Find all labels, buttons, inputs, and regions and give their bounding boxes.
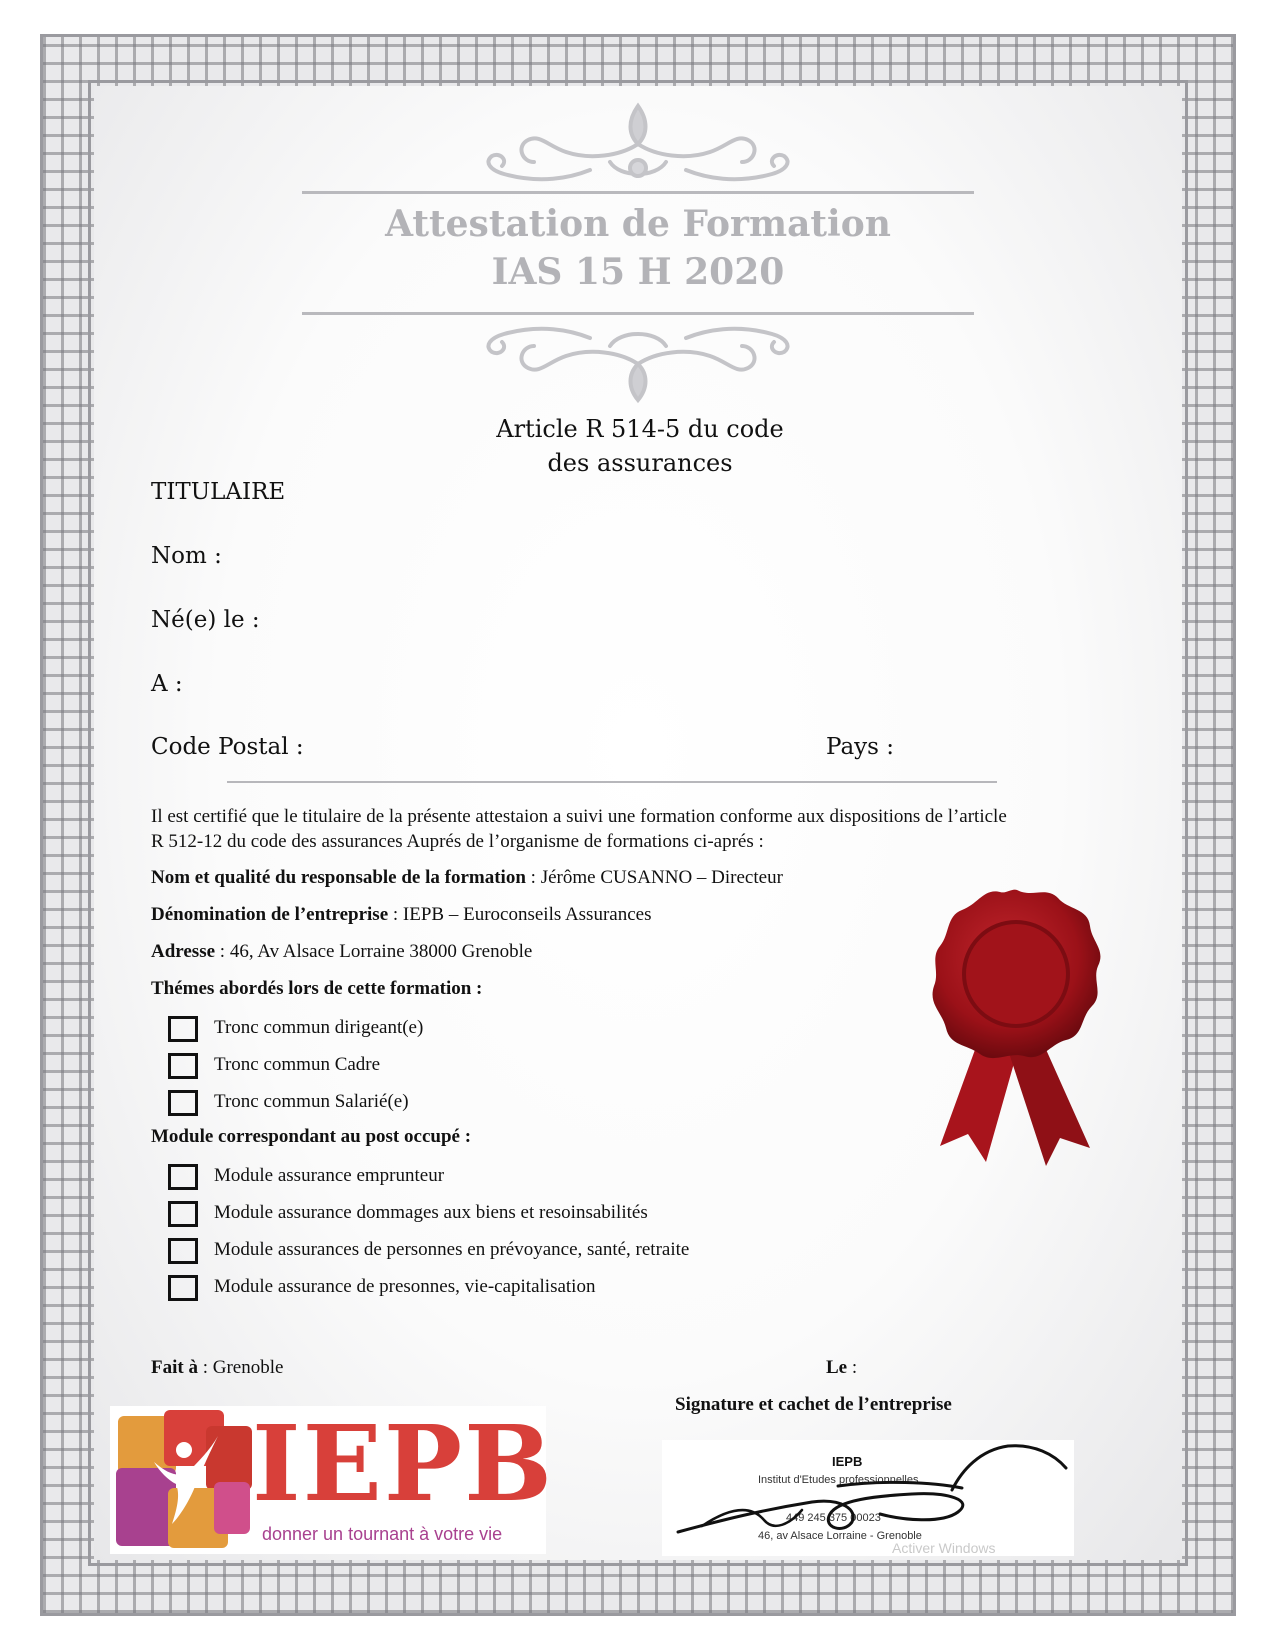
modules-heading [151,1126,471,1148]
company-label: Dénomination de l’entreprise [151,904,389,925]
made-at-label: Fait à [151,1357,198,1378]
checkbox[interactable] [168,1275,198,1301]
holder-section-label: TITULAIRE [151,479,286,505]
article-line-1: Article R 514-5 du code [496,415,784,443]
stamp-address: 46, av Alsace Lorraine - Grenoble [758,1530,922,1542]
themes-heading [151,978,482,1000]
date-line [826,1357,857,1379]
article-reference [380,412,900,480]
address-label: Adresse [151,941,216,962]
date-value: : [847,1357,858,1378]
theme-option-label: Tronc commun dirigeant(e) [214,1017,424,1038]
top-ornament-icon [470,100,806,196]
name-label: Nom : [151,543,222,569]
company-stamp-signature [662,1440,1074,1556]
made-at-value: : Grenoble [197,1357,284,1378]
certificate-title [302,200,974,296]
birth-place-label: A : [151,671,183,697]
separator-line [227,781,997,783]
responsible-label: Nom et qualité du responsable de la formation [151,867,526,888]
company-line [151,904,651,926]
country-label: Pays : [826,734,895,760]
birth-date-label: Né(e) le : [151,607,260,633]
handwritten-signature-icon [662,1440,1074,1556]
module-option-label: Module assurance dommages aux biens et resoinsabilités [214,1202,648,1223]
responsible-value: : Jérôme CUSANNO – Directeur [525,867,783,888]
made-at-line [151,1357,283,1379]
modules-heading-text: Module correspondant au post occupé : [151,1126,472,1147]
statement-line-1: Il est certifié que le titulaire de la présente attestaion a suivi une formation conforme aux dispositions de l’article [151,806,1007,827]
checkbox[interactable] [168,1238,198,1264]
iepb-logo [110,1402,555,1554]
theme-option-label: Tronc commun Cadre [214,1054,381,1075]
wax-seal-ribbon-icon [928,886,1106,1170]
title-line-2: IAS 15 H 2020 [491,251,785,293]
date-label: Le [826,1357,848,1378]
signature-label: Signature et cachet de l’entreprise [675,1394,952,1415]
checkbox[interactable] [168,1201,198,1227]
postal-code-label: Code Postal : [151,734,304,760]
signature-caption [675,1394,952,1416]
checkbox[interactable] [168,1016,198,1042]
responsible-line [151,867,783,889]
stamp-registration: 449 245 375 00023 [786,1512,881,1524]
module-option-label: Module assurance emprunteur [214,1165,445,1186]
certification-statement [151,804,1151,854]
theme-option-label: Tronc commun Salarié(e) [214,1091,409,1112]
logo-letters: IEPB [252,1402,555,1525]
stamp-org-full: Institut d'Etudes professionnelles [758,1474,919,1486]
module-option-label: Module assurances de personnes en prévoyance, santé, retraite [214,1239,690,1260]
checkbox[interactable] [168,1090,198,1116]
statement-line-2: R 512-12 du code des assurances Auprés de l’organisme de formations ci-aprés : [151,831,764,852]
bottom-ornament-icon [470,318,806,406]
module-option-label: Module assurance de presonnes, vie-capitalisation [214,1276,596,1297]
themes-heading-text: Thémes abordés lors de cette formation : [151,978,483,999]
company-value: : IEPB – Euroconseils Assurances [388,904,652,925]
checkbox[interactable] [168,1053,198,1079]
watermark-text: Activer Windows [892,1540,996,1556]
bottom-ornament-line [302,312,974,315]
article-line-2: des assurances [547,449,733,477]
stamp-org: IEPB [832,1454,863,1469]
checkbox[interactable] [168,1164,198,1190]
logo-tagline: donner un tournant à votre vie [262,1524,503,1544]
address-value: : 46, Av Alsace Lorraine 38000 Grenoble [215,941,533,962]
title-line-1: Attestation de Formation [385,203,891,245]
top-ornament-line [302,191,974,194]
address-line [151,941,532,963]
